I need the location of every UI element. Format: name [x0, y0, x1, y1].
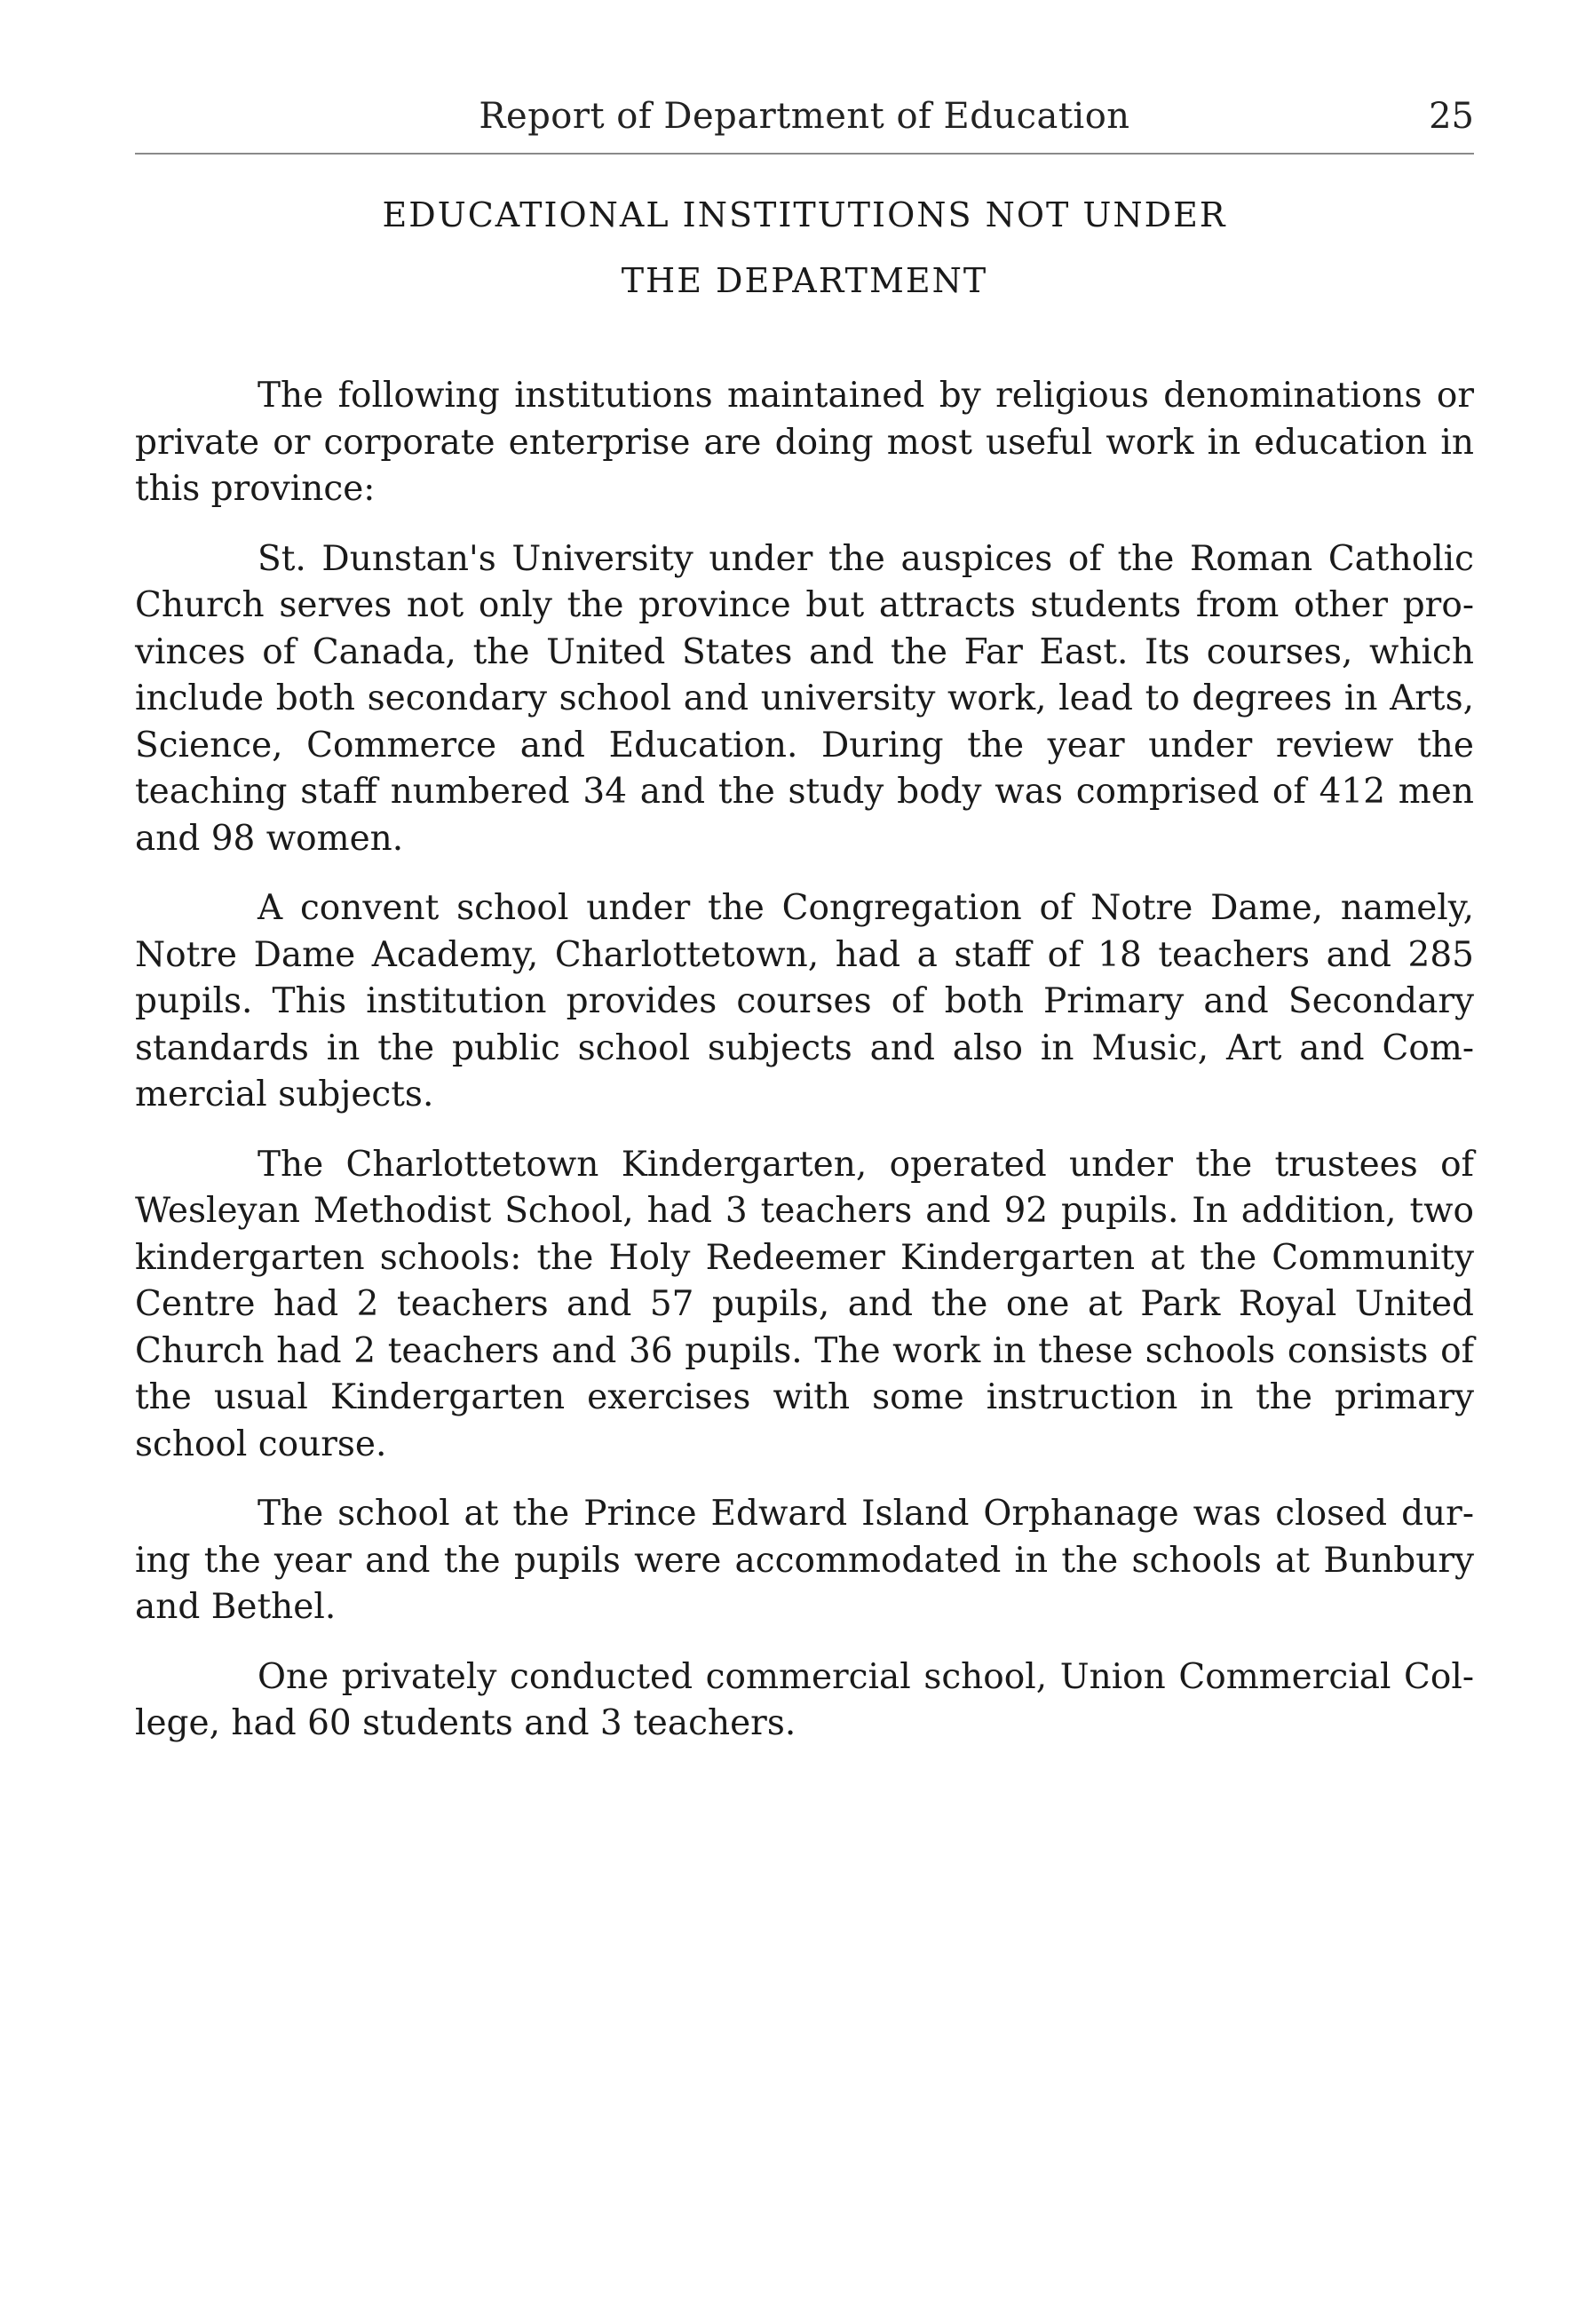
paragraph-commercial-college: One privately conducted commercial school, Union Commercial College, had 60 students and 3 teachers. [135, 1656, 1474, 1743]
body-text [135, 373, 1474, 1771]
section-title-line-2: THE DEPARTMENT [621, 261, 988, 300]
paragraph-intro: The following institutions maintained by religious denominations or private or corporate enterprise are doing most useful work in education in this province: [135, 376, 1474, 509]
paragraph-notre-dame: A convent school under the Congregation of Notre Dame, namely, Notre Dame Academy, Charlottetown, had a staff of 18 teachers and 285 pupils. This institution provides courses of both Primary and Secondary standards in the public school subjects and also in Music, Art and Commercial subjects. [135, 888, 1474, 1114]
header-rule [135, 153, 1474, 155]
paragraph-st-dunstans: St. Dunstan's University under the auspices of the Roman Catholic Church serves not only the province but attracts students from other provinces of Canada, the United States and the Far East. Its courses, which include both secondary school and university work, lead to degrees in Arts, Science, Commerce and Education. During the year under review the teaching staff numbered 34 and the study body was comprised of 412 men and 98 women. [135, 538, 1474, 859]
running-head-title: Report of Department of Education [479, 96, 1130, 137]
running-head [135, 89, 1474, 149]
section-title-line-1: EDUCATIONAL INSTITUTIONS NOT UNDER [382, 195, 1227, 234]
page-number: 25 [1429, 96, 1474, 137]
paragraph-kindergarten: The Charlottetown Kindergarten, operated under the trustees of Wesleyan Methodist School, had 3 teachers and 92 pupils. In addition, two kindergarten schools: the Holy Redeemer Kindergarten at the Community Centre had 2 teachers and 57 pupils, and the one at Park Royal United Church had 2 teachers and 36 pupils. The work in these schools consists of the usual Kindergarten exercises with some instruction in the primary school course. [135, 1144, 1474, 1464]
paragraph-orphanage: The school at the Prince Edward Island Orphanage was closed during the year and the pupils were accommodated in the schools at Bunbury and Bethel. [135, 1494, 1474, 1627]
